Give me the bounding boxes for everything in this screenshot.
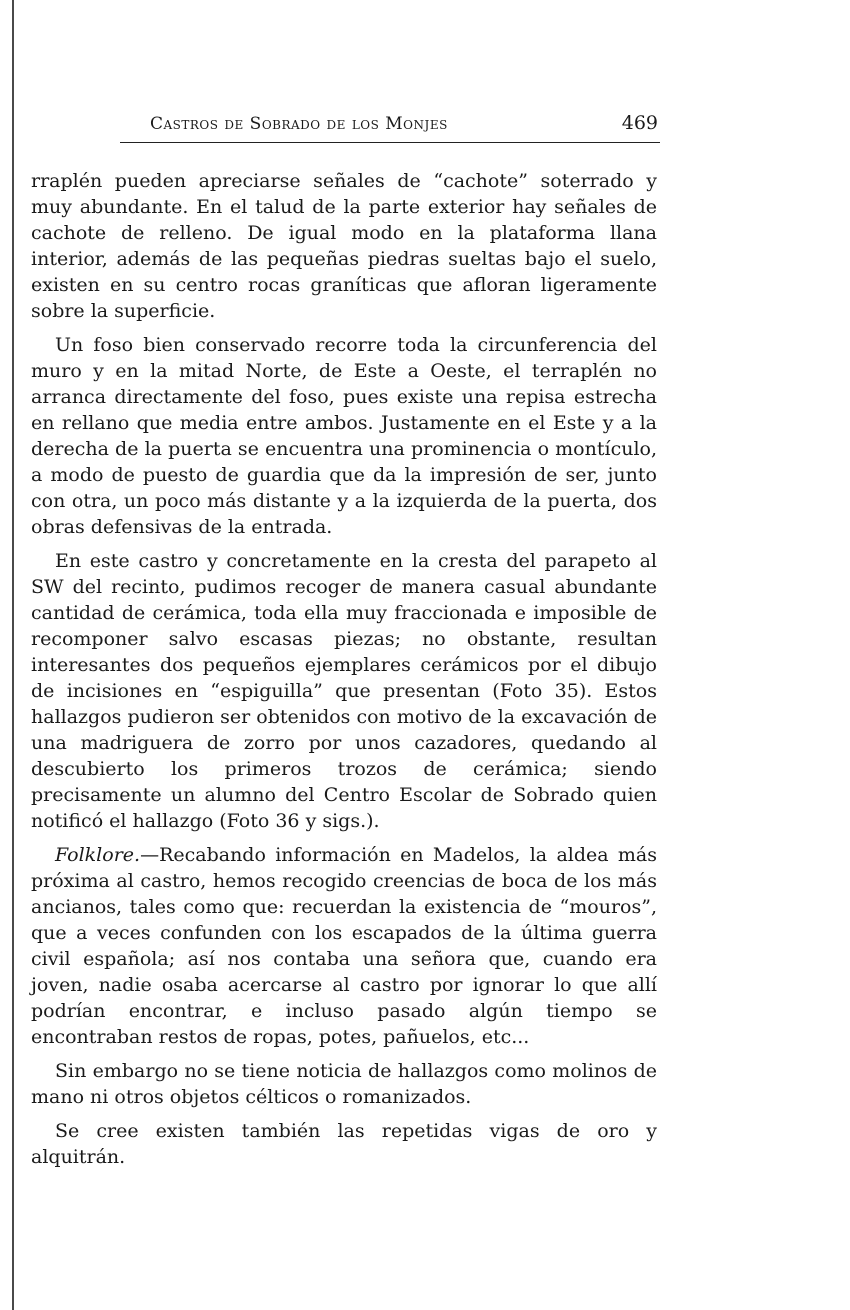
paragraph-3 bbox=[31, 548, 657, 834]
paragraph-1 bbox=[31, 168, 657, 324]
paragraph-1-text: rraplén pueden apreciarse señales de “cachote” soterrado y muy abundante. En el talud de la parte exterior hay señales de cachote de relleno. De igual modo en la plataforma llana interior, además de las pequeñas piedras sueltas bajo el suelo, existen en su centro rocas graníticas que afloran ligeramente sobre la superficie. bbox=[31, 170, 657, 322]
paragraph-6 bbox=[31, 1118, 657, 1170]
paragraph-2-text: Un foso bien conservado recorre toda la circunferencia del muro y en la mitad Norte, de Este a Oeste, el terraplén no arranca directamente del foso, pues existe una repisa estrecha en rellano que media entre ambos. Justamente en el Este y a la derecha de la puerta se encuentra una prominencia o montículo, a modo de puesto de guardia que da la impresión de ser, junto con otra, un poco más distante y a la izquierda de la puerta, dos obras defensivas de la entrada. bbox=[31, 334, 657, 538]
paragraph-5 bbox=[31, 1058, 657, 1110]
folklore-heading: Folklore. bbox=[55, 844, 141, 866]
paragraph-folklore-text: —Recabando información en Madelos, la aldea más próxima al castro, hemos recogido creencias de boca de los más ancianos, tales como que: recuerdan la existencia de “mouros”, que a veces confunden con los escapados de la última guerra civil española; así nos contaba una señora que, cuando era joven, nadie osaba acercarse al castro por ignorar lo que allí podrían encontrar, e incluso pasado algún tiempo se encontraban restos de ropas, potes, pañuelos, etc... bbox=[31, 844, 657, 1048]
body-text bbox=[31, 168, 657, 1178]
paragraph-3-text: En este castro y concretamente en la cresta del parapeto al SW del recinto, pudimos recoger de manera casual abundante cantidad de cerámica, toda ella muy fraccionada e imposible de recomponer salvo escasas piezas; no obstante, resultan interesantes dos pequeños ejemplares cerámicos por el dibujo de incisiones en “espiguilla” que presentan (Foto 35). Estos hallazgos pudieron ser obtenidos con motivo de la excavación de una madriguera de zorro por unos cazadores, quedando al descubierto los primeros trozos de cerámica; siendo precisamente un alumno del Centro Escolar de Sobrado quien notificó el hallazgo (Foto 36 y sigs.). bbox=[31, 550, 657, 832]
page-binding-edge bbox=[12, 0, 14, 1310]
paragraph-6-text: Se cree existen también las repetidas vigas de oro y alquitrán. bbox=[31, 1120, 657, 1168]
page-number: 469 bbox=[621, 112, 658, 134]
running-title: Castros de Sobrado de los Monjes bbox=[150, 114, 448, 134]
running-header bbox=[120, 112, 660, 143]
paragraph-2 bbox=[31, 332, 657, 540]
paragraph-folklore bbox=[31, 842, 657, 1050]
paragraph-5-text: Sin embargo no se tiene noticia de hallazgos como molinos de mano ni otros objetos célticos o romanizados. bbox=[31, 1060, 657, 1108]
